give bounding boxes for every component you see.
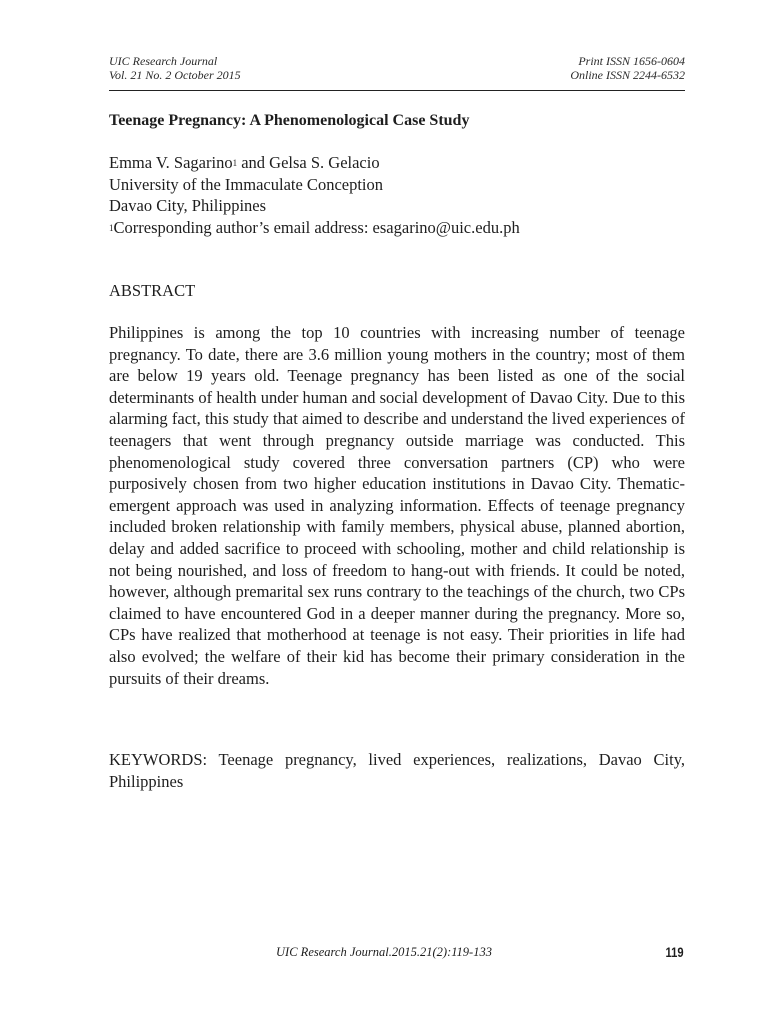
footer-citation: UIC Research Journal.2015.21(2):119-133 (276, 945, 492, 959)
online-issn: Online ISSN 2244-6532 (570, 68, 685, 82)
affiliation: University of the Immaculate Conception (109, 174, 384, 194)
location: Davao City, Philippines (109, 196, 267, 215)
header-left (109, 54, 241, 82)
author-1: Emma V. Sagarino (109, 153, 233, 172)
article-title: Teenage Pregnancy: A Phenomenological Case Study (109, 112, 470, 129)
header-divider (109, 90, 685, 91)
abstract-heading: ABSTRACT (109, 281, 196, 300)
keywords: KEYWORDS: Teenage pregnancy, lived experiences, realizations, Davao City, Philippines (109, 750, 685, 791)
author-2: and Gelsa S. Gelacio (237, 153, 380, 172)
header-right (570, 54, 685, 82)
corresponding-footnote-mark: 1 (109, 222, 114, 233)
page-number: 119 (665, 944, 684, 960)
volume-info: Vol. 21 No. 2 October 2015 (109, 68, 241, 82)
journal-name: UIC Research Journal (109, 54, 218, 68)
abstract-body: Philippines is among the top 10 countries with increasing number of teenage pregnancy. To date, there are 3.6 million young mothers in the country; most of them are below 19 years old. Teenage pregnancy has been listed as one of the social determinants of health under human and social development of Davao City. Due to this alarming fact, this study that aimed to describe and understand the lived experiences of teenagers that went through pregnancy outside marriage was conducted. This phenomenological study covered three conversation partners (CP) who were purposively chosen from two higher education institutions in Davao City. Thematic-emergent approach was used in analyzing information. Effects of teenage pregnancy included broken relationship with family members, physical abuse, planned abortion, delay and added sacrifice to proceed with schooling, mother and child relationship is not being nourished, and loss of freedom to hang-out with friends. It could be noted, however, although premarital sex runs contrary to the teachings of the church, two CPs claimed to have encountered God in a deeper manner during the pregnancy. More so, CPs have realized that motherhood at teenage is not easy. Their priorities in life had also evolved; the welfare of their kid has become their primary consideration in the pursuits of their dreams. (109, 323, 685, 688)
corresponding-author (109, 217, 685, 239)
author-1-footnote-mark: 1 (232, 158, 238, 168)
author-block (109, 152, 685, 238)
corresponding-email-text: Corresponding author’s email address: esagarino@uic.edu.ph (113, 217, 520, 237)
author-line (109, 152, 685, 174)
print-issn: Print ISSN 1656-0604 (578, 54, 685, 68)
